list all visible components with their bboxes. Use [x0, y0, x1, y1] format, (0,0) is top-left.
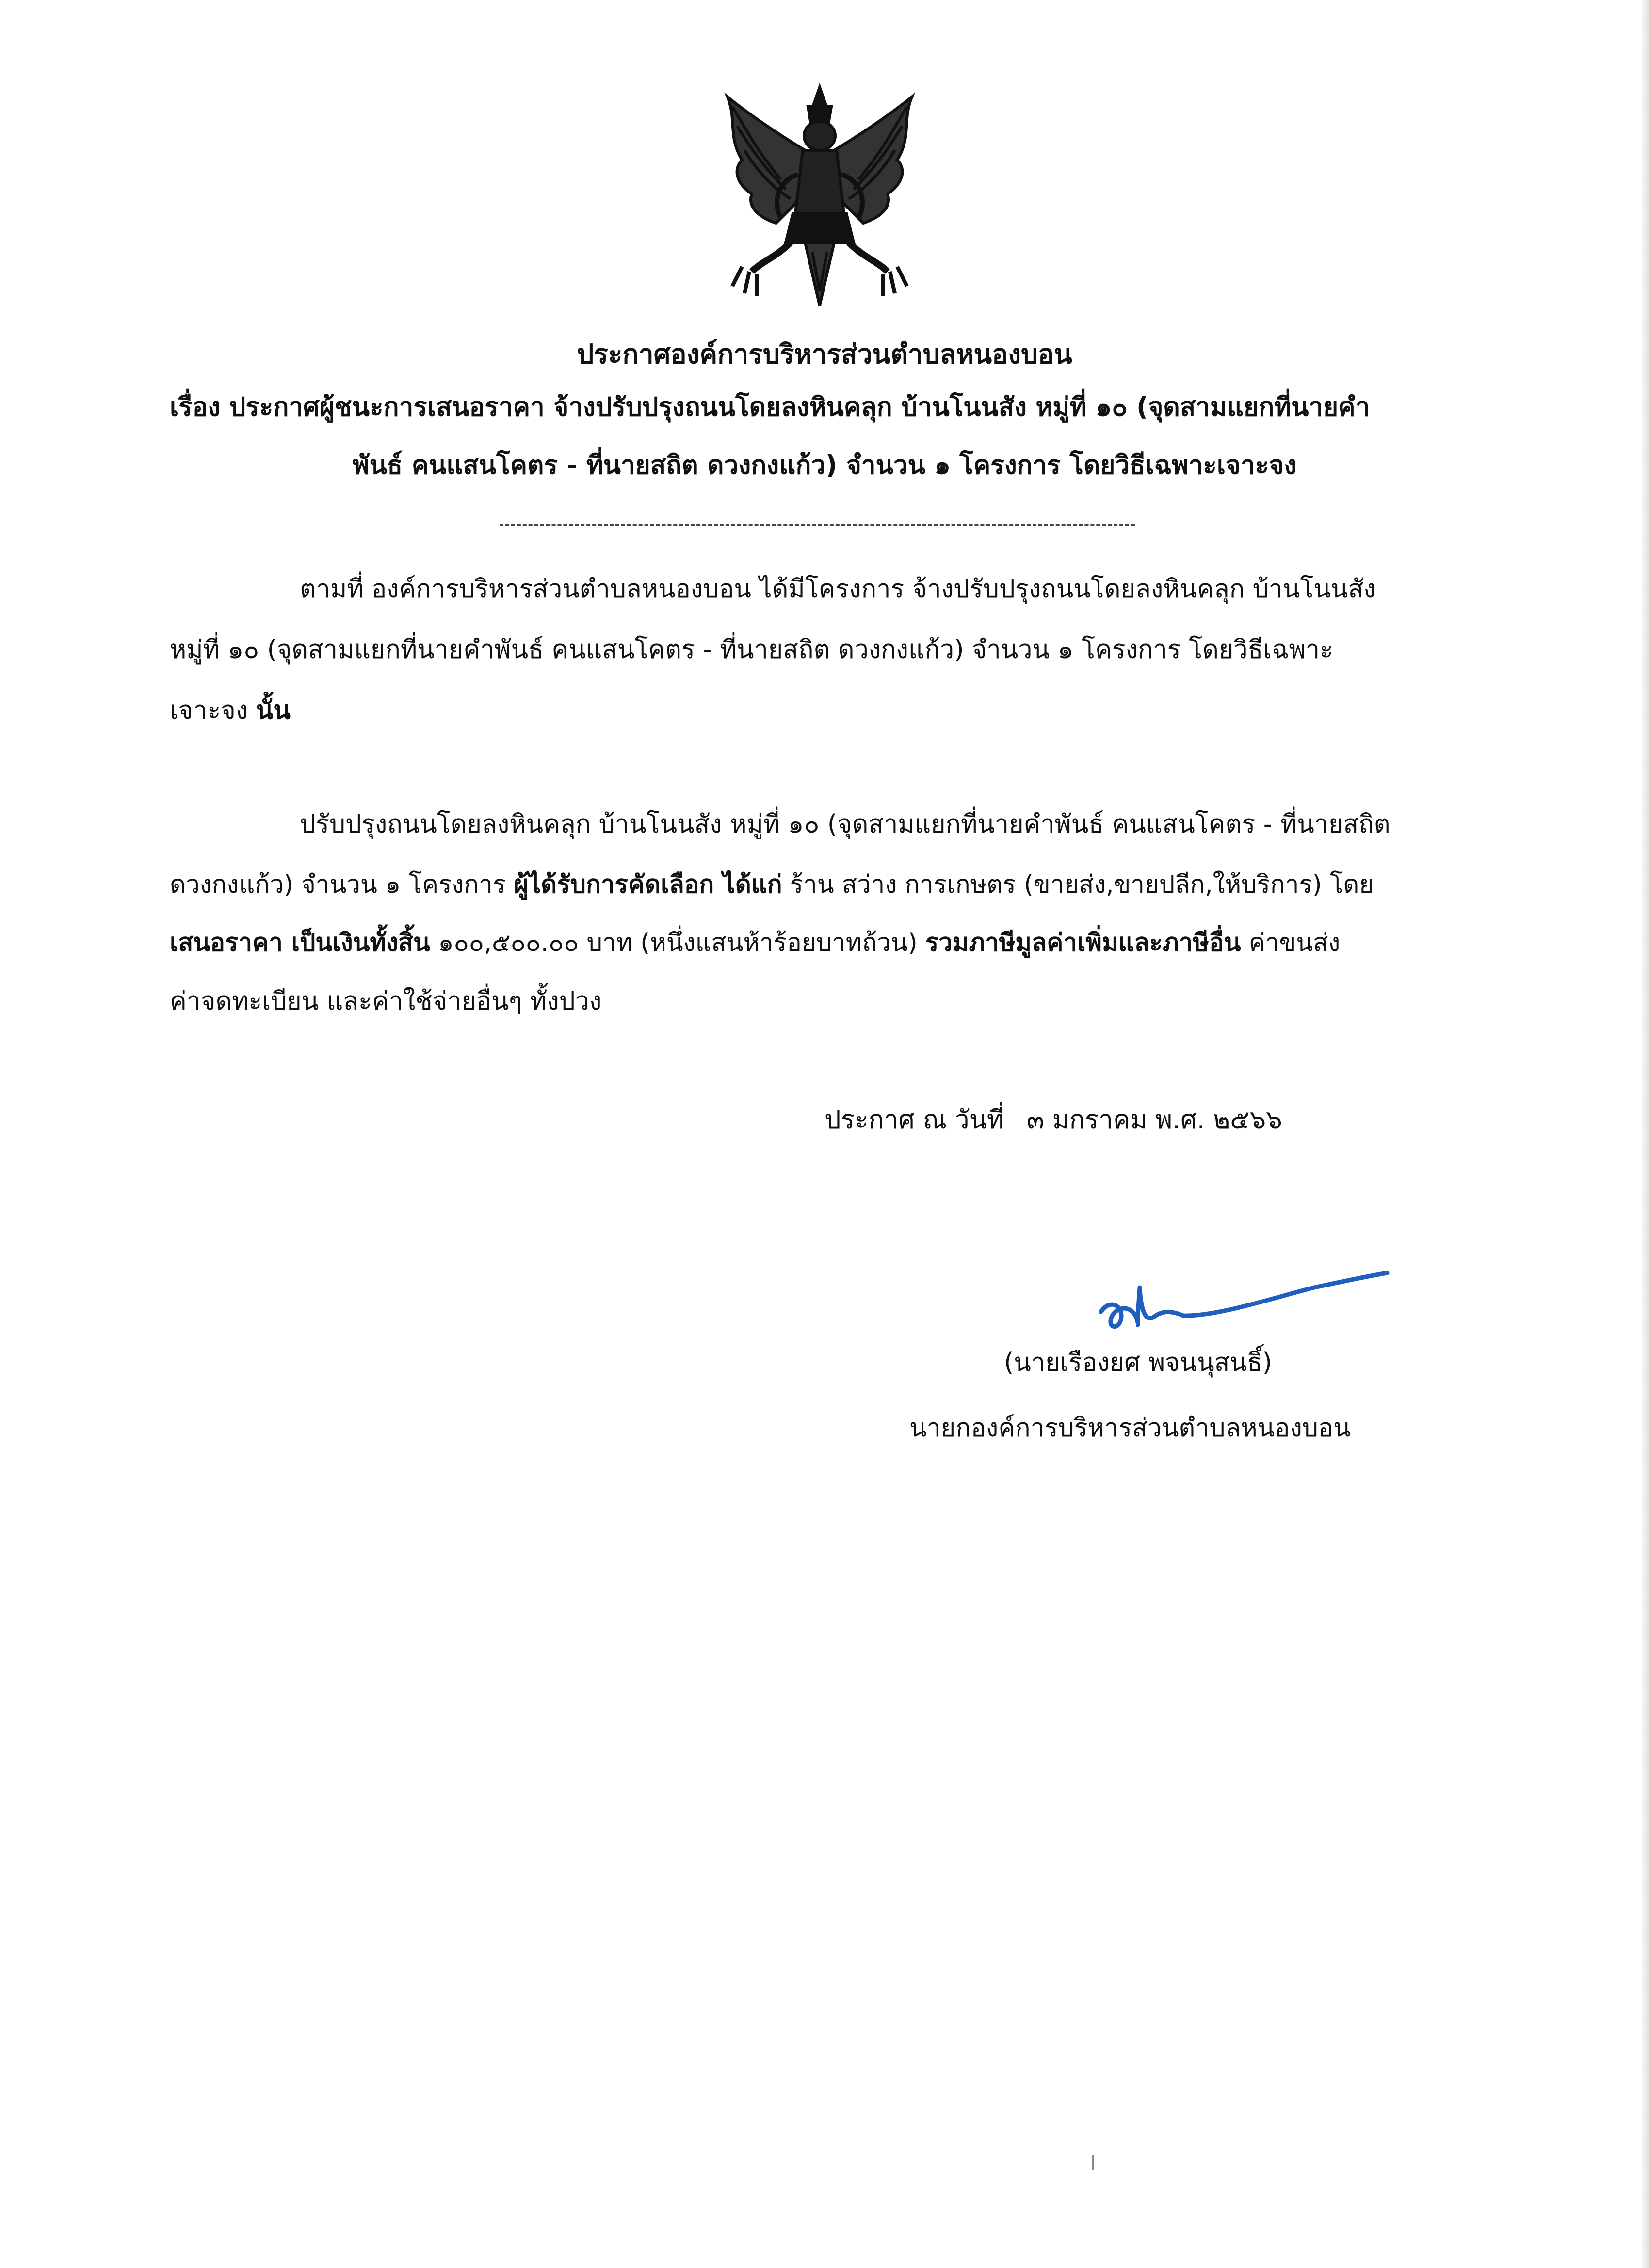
title-separator [500, 524, 1135, 526]
signatory-name: (นายเรืองยศ พจนนุสนธิ์) [1004, 1348, 1272, 1377]
paragraph-2-line-3 [170, 924, 1340, 963]
subject-line-1: เรื่อง ประกาศผู้ชนะการเสนอราคา จ้างปรับปรุงถนนโดยลงหินคลุก บ้านโนนสัง หมู่ที่ ๑๐ (จุดสามแยกที่นายคำ [170, 392, 1370, 422]
paragraph-2-line-3-bold-b: รวมภาษีมูลค่าเพิ่มและภาษีอื่น [925, 929, 1241, 957]
paragraph-2-line-3-end: ค่าขนส่ง [1241, 929, 1341, 957]
paragraph-2-line-4: ค่าจดทะเบียน และค่าใช้จ่ายอื่นๆ ทั้งปวง [170, 987, 602, 1016]
date-label: ประกาศ ณ วันที่ [824, 1105, 1004, 1135]
paragraph-2-line-3-mid: ๑๐๐,๕๐๐.๐๐ บาท (หนึ่งแสนห้าร้อยบาทถ้วน) [430, 929, 925, 957]
announcement-date [824, 1101, 1282, 1140]
date-value: ๓ มกราคม พ.ศ. ๒๕๖๖ [1026, 1105, 1282, 1135]
subject-line-2: พันธ์ คนแสนโคตร - ที่นายสถิต ดวงกงแก้ว) จำนวน ๑ โครงการ โดยวิธีเฉพาะเจาะจง [352, 450, 1297, 480]
garuda-emblem-icon [698, 78, 941, 320]
scan-mark [1092, 2155, 1094, 2170]
paragraph-1-line-2: หมู่ที่ ๑๐ (จุดสามแยกที่นายคำพันธ์ คนแสนโคตร - ที่นายสถิต ดวงกงแก้ว) จำนวน ๑ โครงการ โดยวิธีเฉพาะ [170, 635, 1333, 664]
paragraph-2-line-2-bold: ผู้ได้รับการคัดเลือก ได้แก่ [514, 870, 782, 899]
paragraph-1-line-3-bold: นั้น [256, 696, 291, 725]
paragraph-2-line-2-end: ร้าน สว่าง การเกษตร (ขายส่ง,ขายปลีก,ให้บริการ) โดย [782, 870, 1374, 899]
paragraph-2-line-1: ปรับปรุงถนนโดยลงหินคลุก บ้านโนนสัง หมู่ที่ ๑๐ (จุดสามแยกที่นายคำพันธ์ คนแสนโคตร - ที่นายสถิต [300, 810, 1390, 839]
document-title: ประกาศองค์การบริหารส่วนตำบลหนองบอน [577, 338, 1072, 370]
signatory-position: นายกองค์การบริหารส่วนตำบลหนองบอน [909, 1414, 1351, 1443]
handwritten-signature [1091, 1254, 1392, 1351]
paragraph-2-line-2 [170, 866, 1374, 904]
paragraph-1-line-3 [170, 691, 291, 730]
paragraph-2-line-2-text: ดวงกงแก้ว) จำนวน ๑ โครงการ [170, 870, 514, 899]
paragraph-2-line-3-bold-a: เสนอราคา เป็นเงินทั้งสิ้น [170, 929, 430, 957]
paragraph-1-line-1: ตามที่ องค์การบริหารส่วนตำบลหนองบอน ได้มีโครงการ จ้างปรับปรุงถนนโดยลงหินคลุก บ้านโนนสัง [300, 575, 1376, 604]
paragraph-1-line-3-text: เจาะจง [170, 696, 256, 725]
